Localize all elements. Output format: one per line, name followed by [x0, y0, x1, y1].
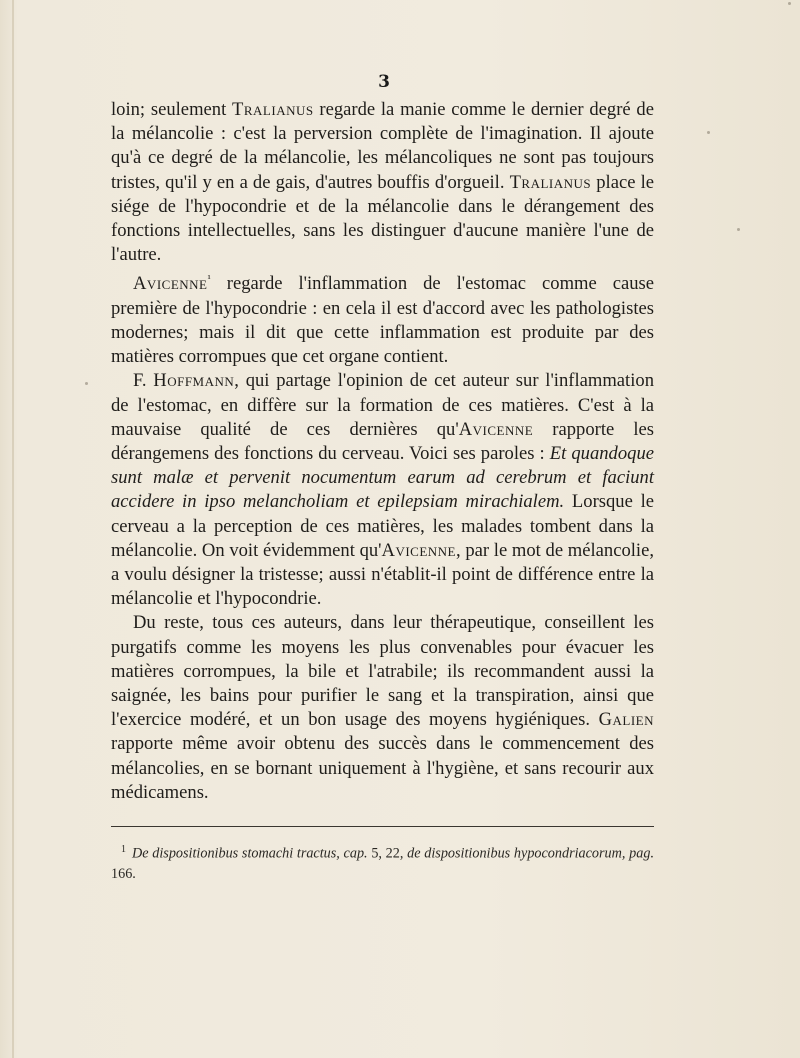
latin-quote: Et quandoque sunt malæ et pervenit nocumentum earum ad cerebrum et faciunt accidere in ipso melancholiam et epilepsiam mirachialem. — [111, 443, 654, 513]
author-name: Avicenne — [458, 418, 534, 440]
latin-quote: De dispositionibus stomachi tractus, cap. — [132, 845, 368, 862]
footnote — [111, 840, 654, 884]
paragraph — [111, 267, 654, 369]
text-run: 5, 22, — [367, 845, 408, 862]
paper-speck — [85, 382, 88, 385]
author-name: Hoffmann — [153, 370, 235, 392]
text-run: 166. — [111, 865, 136, 882]
text-run: , par le mot de mélancolie, a voulu désigner la tristesse; aussi n'établit-il point de différence entre la mélancolie et l'hypocondrie. — [111, 539, 654, 610]
paper-speck — [788, 2, 791, 5]
footnote-ref: ¹ — [207, 273, 211, 286]
paragraph — [111, 369, 654, 611]
text-run: loin; seulement — [111, 99, 233, 120]
latin-quote: de dispositionibus hypocondriacorum, pag. — [407, 845, 654, 862]
paragraph — [111, 98, 654, 267]
page-number: 3 — [378, 72, 390, 92]
footnote-text — [111, 846, 654, 882]
text-run: F. — [133, 370, 154, 392]
author-name: Galien — [598, 709, 654, 731]
author-name: Tralianus — [232, 99, 314, 120]
paper-speck — [707, 131, 710, 134]
body-text — [111, 98, 654, 805]
footnote-rule — [111, 826, 654, 827]
text-run: regarde la manie comme le dernier degré de la mélancolie : c'est la perversion complète de l'imagination. Il ajoute qu'à ce degré de la mélancolie, les mélancoliques ne sont pas toujours tristes, qu'il y en a de gais, d'autres bouffis d'orgueil. — [111, 99, 654, 193]
text-run: regarde l'inflammation de l'estomac comme cause première de l'hypocondrie : en cela il est d'accord avec les pathologistes modernes; mais il dit que cette inflammation est produite par des matières corrompues que cet organe contient. — [111, 273, 654, 368]
footnote-marker: 1 — [121, 844, 126, 855]
author-name: Tralianus — [509, 171, 592, 193]
text-run: Du reste, tous ces auteurs, dans leur thérapeutique, conseillent les purgatifs comme les moyens les plus convenables pour évacuer les matières corrompues, la bile et l'atrabile; ils recommandent aussi la saignée, les bains pour purifier le sang et la transpiration, ainsi que l'exercice modéré, et un bon usage des moyens hygiéniques. — [111, 612, 654, 731]
text-run: rapporte même avoir obtenu des succès dans le commencement des mélancolies, en se bornant uniquement à l'hygiène, et sans recourir aux médicamens. — [111, 733, 654, 803]
paragraph — [111, 611, 654, 805]
text-run: Lorsque le cerveau a la perception de ces matières, les malades tombent dans la mélancolie. On voit évidemment qu' — [111, 491, 654, 561]
text-run: , qui partage l'opinion de cet auteur sur l'inflammation de l'estomac, en diffère sur la formation de ces matières. C'est à la mauvaise qualité de ces dernières qu' — [111, 370, 654, 440]
paper-speck — [737, 228, 740, 231]
text-run: place le siége de l'hypocondrie et de la mélancolie dans le dérangement des fonctions intellectuelles, sans les distinguer d'aucune manière l'une de l'autre. — [111, 171, 654, 266]
author-name: Avicenne — [381, 539, 456, 561]
page-gutter — [12, 0, 14, 1058]
author-name: Avicenne — [133, 273, 208, 295]
text-run: rapporte les dérangemens des fonctions du cerveau. Voici ses paroles : — [111, 418, 654, 465]
